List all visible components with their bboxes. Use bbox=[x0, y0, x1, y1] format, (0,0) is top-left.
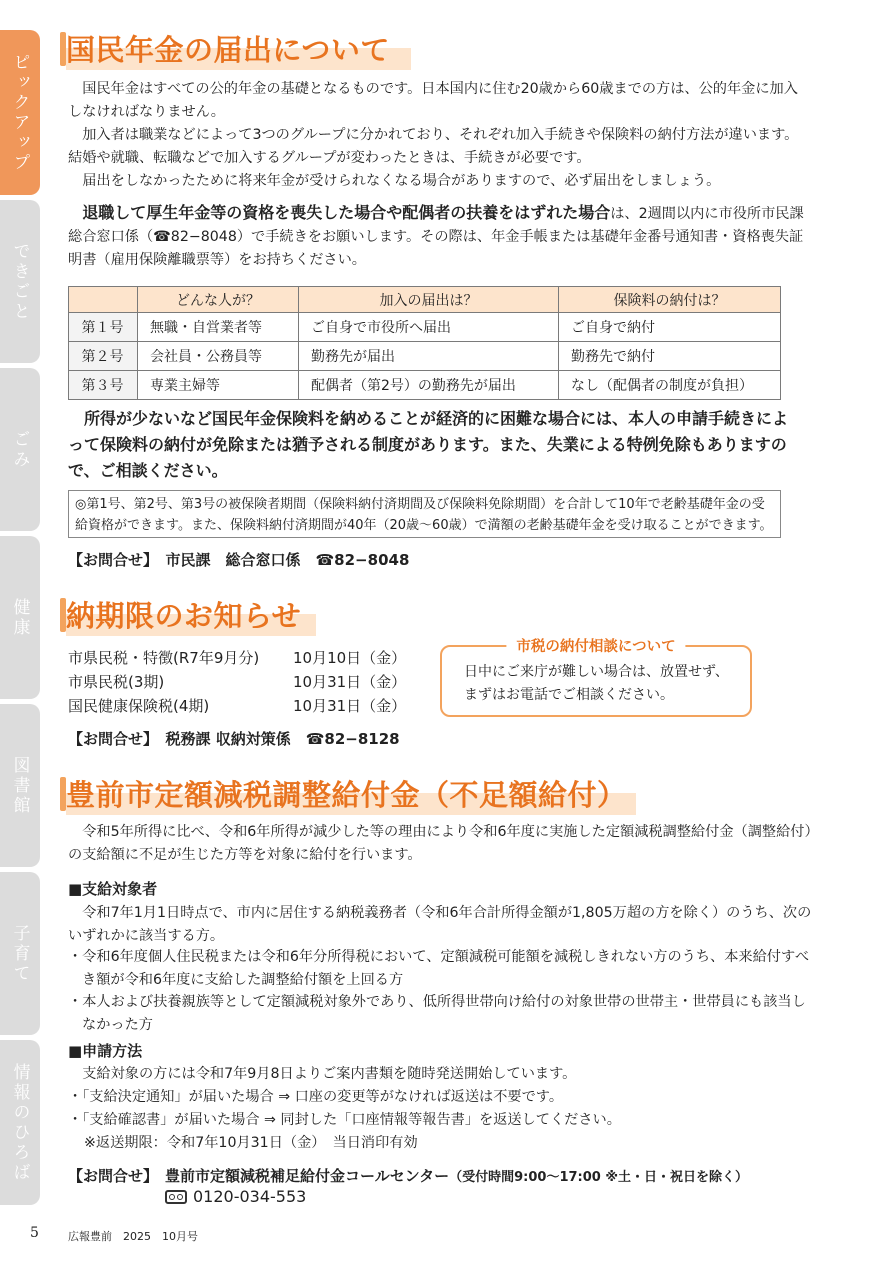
due-item-name: 市県民税・特徴(R7年9月分) bbox=[68, 649, 260, 667]
table-row bbox=[69, 371, 781, 400]
apply-heading: ■申請方法 bbox=[68, 1042, 143, 1060]
table-header-cell: どんな人が？ bbox=[138, 287, 299, 313]
table-header-row bbox=[69, 287, 781, 313]
section1-para2: 加入者は職業などによって3つのグループに分かれており、それぞれ加入手続きや保険料の納付方法が違います。結婚や就職、転職などで加入するグループが変わったときは、手続きが必要です。 bbox=[68, 127, 799, 166]
due-item-date: 10月31日（金） bbox=[293, 673, 407, 691]
side-tab-info[interactable]: 情報のひろば bbox=[0, 1040, 40, 1205]
table-cell: 勤務先が届出 bbox=[299, 342, 559, 371]
table-cell: 配偶者（第2号）の勤務先が届出 bbox=[299, 371, 559, 400]
call-center-hours: （受付時間9:00〜17:00 ※土・日・祝日を除く） bbox=[449, 1170, 748, 1185]
table-cell: ご自身で納付 bbox=[559, 313, 781, 342]
table-cell: 勤務先で納付 bbox=[559, 342, 781, 371]
page-number: 5 bbox=[30, 1225, 39, 1241]
table-header-cell: 保険料の納付は？ bbox=[559, 287, 781, 313]
apply-bullet: ・「支給確認書」が届いた場合 ⇒ 同封した「口座情報等報告書」を返送してください。 bbox=[68, 1112, 621, 1128]
section1-para4-bold: 退職して厚生年金等の資格を喪失した場合や配偶者の扶養をはずれた場合 bbox=[82, 203, 611, 222]
consult-line: まずはお電話でご相談ください。 bbox=[464, 687, 674, 703]
call-center-phone: 0120-034-553 bbox=[193, 1187, 307, 1206]
section3-intro: 令和5年所得に比べ、令和6年所得が減少した等の理由により令和6年度に実施した定額減税調整給付金（調整給付）の支給額に不足が生じた方等を対象に給付を行います。 bbox=[68, 824, 812, 863]
due-item bbox=[68, 695, 406, 716]
table-row bbox=[69, 313, 781, 342]
publication-name: 広報豊前 2025 10月号 bbox=[68, 1230, 198, 1243]
section1-para4-rest: は、2週間以内に市役所市民課総合窓口係（☎82−8048）で手続きをお願いします。その際は、年金手帳または基礎年金番号通知書・資格喪失証明書（雇用保険離職票等）をお持ちください。 bbox=[68, 206, 804, 268]
section3-heading bbox=[60, 775, 640, 815]
free-dial-icon bbox=[165, 1190, 187, 1204]
target-heading: ■支給対象者 bbox=[68, 880, 158, 898]
apply-text: 支給対象の方には令和7年9月8日よりご案内書類を随時発送開始しています。 bbox=[82, 1066, 577, 1082]
due-item-name: 国民健康保険税(4期) bbox=[68, 697, 210, 715]
section1-title: 国民年金の届出について bbox=[66, 33, 390, 67]
pension-group-table bbox=[68, 286, 781, 400]
section2-title: 納期限のお知らせ bbox=[66, 599, 302, 633]
section1-para5: 所得が少ないなど国民年金保険料を納めることが経済的に困難な場合には、本人の申請手続きによって保険料の納付が免除または猶予される制度があります。また、失業による特例免除もありますので、ご相談ください。 bbox=[68, 409, 789, 480]
table-cell: ご自身で市役所へ届出 bbox=[299, 313, 559, 342]
side-tab-pickup[interactable]: ピックアップ bbox=[0, 30, 40, 195]
section3-contact-line bbox=[165, 1165, 748, 1186]
due-item-date: 10月31日（金） bbox=[293, 697, 407, 715]
apply-deadline: ※返送期限：令和7年10月31日（金） 当日消印有効 bbox=[84, 1135, 418, 1151]
table-cell: 専業主婦等 bbox=[138, 371, 299, 400]
table-cell: 会社員・公務員等 bbox=[138, 342, 299, 371]
call-center-phone-row bbox=[165, 1187, 306, 1206]
consult-body bbox=[464, 661, 729, 707]
section1-heading bbox=[60, 30, 415, 70]
target-text: 令和7年1月1日時点で、市内に居住する納税義務者（令和6年合計所得金額が1,805万超の方を除く）のうち、次のいずれかに該当する方。 bbox=[68, 905, 812, 944]
section3-contact-label: 【お問合せ】 bbox=[68, 1167, 159, 1185]
call-center-name: 豊前市定額減税補足給付金コールセンター bbox=[165, 1167, 450, 1185]
section1-para1: 国民年金はすべての公的年金の基礎となるものです。日本国内に住む20歳から60歳までの方は、公的年金に加入しなければなりません。 bbox=[68, 81, 798, 120]
side-tab-childcare[interactable]: 子育て bbox=[0, 872, 40, 1035]
section1-para4 bbox=[68, 201, 808, 272]
table-cell: 無職・自営業者等 bbox=[138, 313, 299, 342]
table-cell: 第３号 bbox=[69, 371, 138, 400]
table-cell: 第１号 bbox=[69, 313, 138, 342]
apply-bullet: ・「支給決定通知」が届いた場合 ⇒ 口座の変更等がなければ返送は不要です。 bbox=[68, 1089, 564, 1105]
consult-box bbox=[440, 639, 752, 717]
section2-heading bbox=[60, 596, 320, 636]
target-bullet: ・令和6年度個人住民税または令和6年分所得税において、定額減税可能額を減税しきれない方のうち、本来給付すべき額が令和6年度に支給した調整給付額を上回る方 bbox=[68, 949, 810, 988]
section3-title: 豊前市定額減税調整給付金（不足額給付） bbox=[66, 778, 627, 812]
section1-note: ◎第1号、第2号、第3号の被保険者期間（保険料納付済期間及び保険料免除期間）を合計して10年で老齢基礎年金の受給資格ができます。また、保険料納付済期間が40年（20歳〜60歳）で満額の老齢基礎年金を受け取ることができます。 bbox=[68, 490, 781, 538]
side-tab-health[interactable]: 健康 bbox=[0, 536, 40, 699]
due-item bbox=[68, 647, 406, 668]
table-header-cell: 加入の届出は？ bbox=[299, 287, 559, 313]
section2-contact: 【お問合せ】 税務課 収納対策係 ☎82−8128 bbox=[68, 730, 400, 748]
section1-contact: 【お問合せ】 市民課 総合窓口係 ☎82−8048 bbox=[68, 551, 410, 569]
side-tab-garbage[interactable]: ごみ bbox=[0, 368, 40, 531]
table-header-cell bbox=[69, 287, 138, 313]
table-cell: なし（配偶者の制度が負担） bbox=[559, 371, 781, 400]
due-item bbox=[68, 671, 406, 692]
table-row bbox=[69, 342, 781, 371]
due-item-name: 市県民税(3期) bbox=[68, 673, 165, 691]
target-bullet: ・本人および扶養親族等として定額減税対象外であり、低所得世帯向け給付の対象世帯の世帯主・世帯員にも該当しなかった方 bbox=[68, 994, 806, 1033]
table-cell: 第２号 bbox=[69, 342, 138, 371]
due-item-date: 10月10日（金） bbox=[293, 649, 407, 667]
section1-para3: 届出をしなかったために将来年金が受けられなくなる場合がありますので、必ず届出をしましょう。 bbox=[82, 173, 721, 189]
consult-title: 市税の納付相談について bbox=[506, 635, 685, 656]
side-tab-events[interactable]: できごと bbox=[0, 200, 40, 363]
side-tab-library[interactable]: 図書館 bbox=[0, 704, 40, 867]
consult-line: 日中にご来庁が難しい場合は、放置せず、 bbox=[464, 664, 729, 680]
